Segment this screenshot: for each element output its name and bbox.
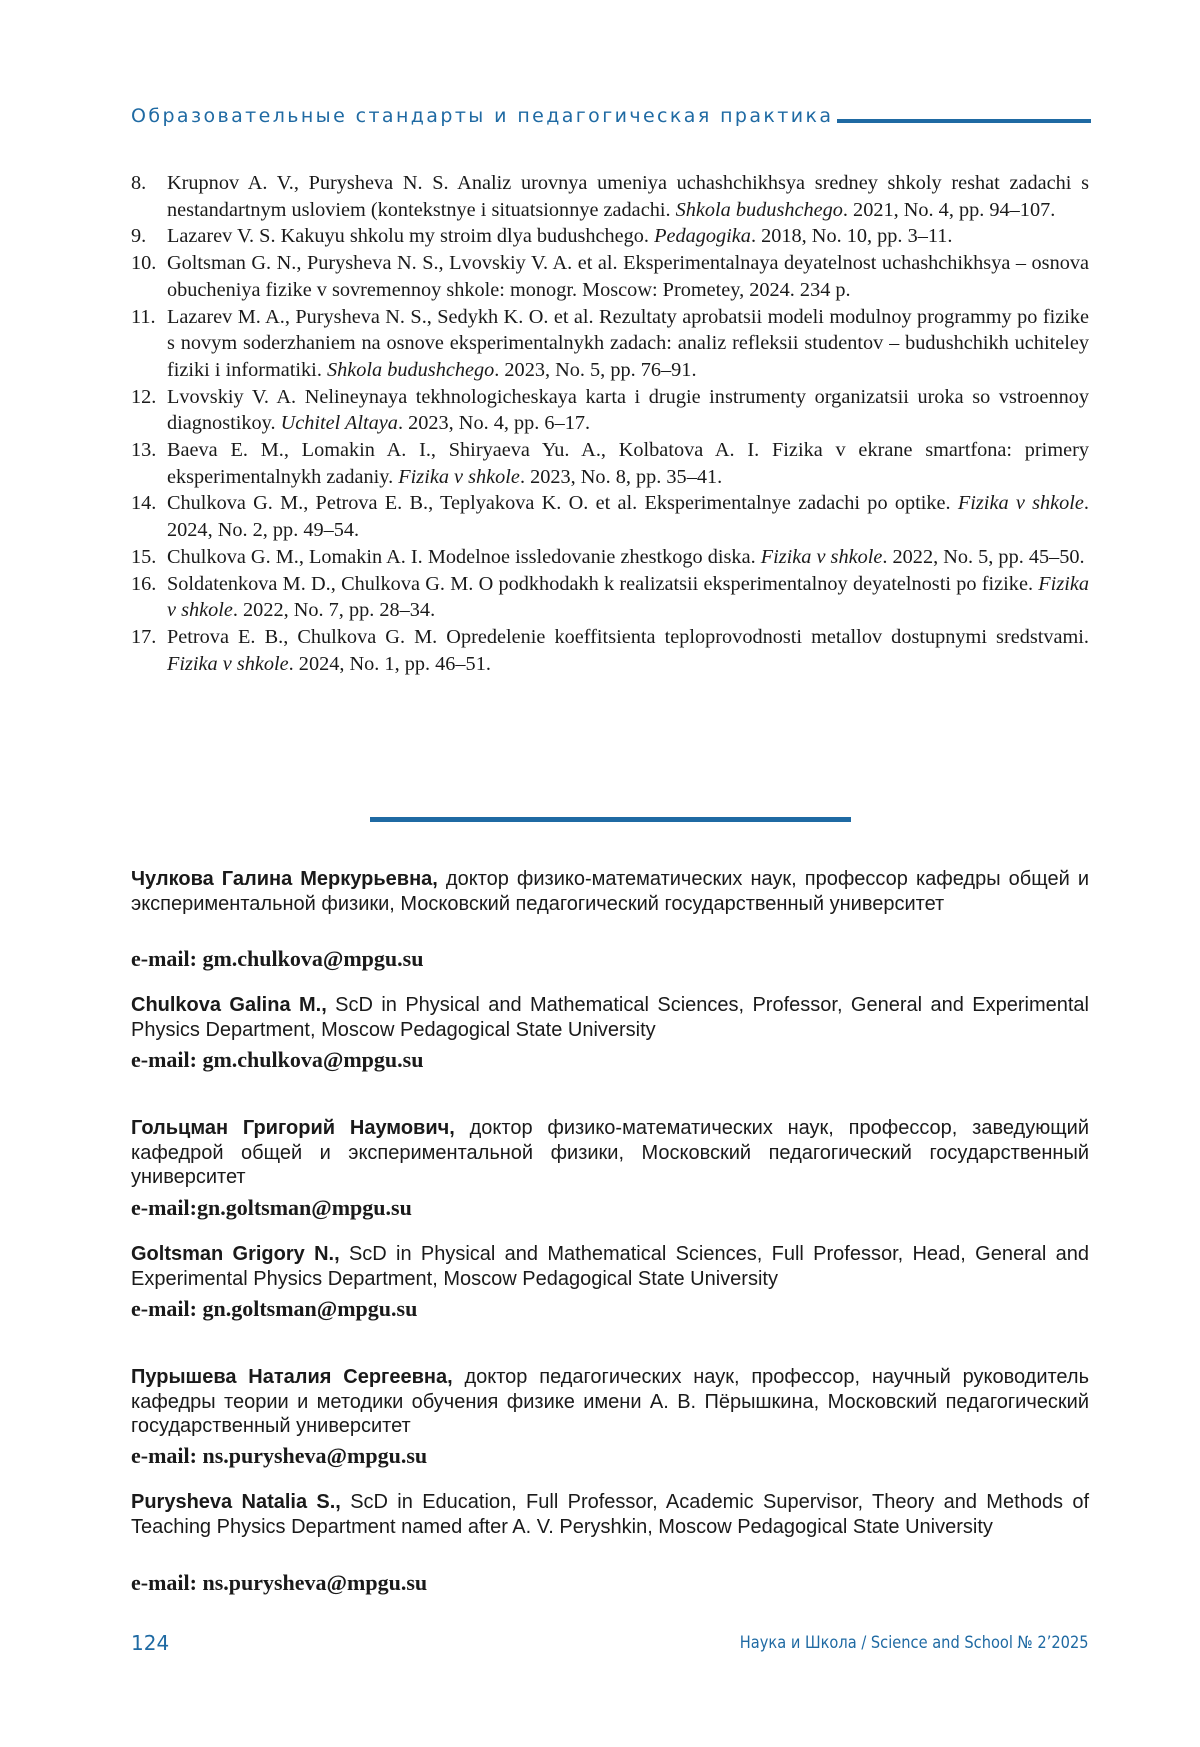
reference-number: 9. <box>131 225 147 248</box>
author-info-en <box>131 1490 1089 1539</box>
reference-item <box>131 490 1089 543</box>
reference-text: Chulkova G. M., Petrova E. B., Teplyakova K. O. et al. Eksperimentalnye zadachi po optike. <box>167 492 958 515</box>
author-info-ru <box>131 1116 1089 1190</box>
author-description: ScD in Education, Full Professor, Academic Supervisor, Theory and Methods of Teaching Physics Department named after A. V. Peryshkin, Moscow Pedagogical State University <box>131 1491 1090 1538</box>
reference-journal: Fizika v shkole <box>398 465 520 488</box>
author-info-en <box>131 1242 1089 1291</box>
reference-text: Lazarev M. A., Purysheva N. S., Sedykh K. O. et al. Rezultaty aprobatsii modeli modulnoy programmy po fizike s novym soderzhaniem na osnove eksperimentalnykh zadach: analiz refleksii studentov – budushchikh uchiteley fiziki i informatiki. <box>167 305 1089 381</box>
author-description: доктор физико-математических наук, профессор, заведующий кафедрой общей и экспериментальной физики, Московский педагогический государственный университет <box>131 1117 1089 1188</box>
reference-item <box>131 624 1089 677</box>
reference-journal: Fizika v shkole <box>167 572 1089 622</box>
reference-details: . 2021, No. 4, pp. 94–107. <box>842 198 1056 221</box>
reference-number: 16. <box>131 572 157 595</box>
page-number: 124 <box>131 1631 170 1655</box>
reference-text: Lvovskiy V. A. Nelineynaya tekhnologicheskaya karta i drugie instrumenty organizatsii uroka so vstroennoy diagnostikoy. <box>167 385 1089 435</box>
author-description: доктор педагогических наук, профессор, научный руководитель кафедры теории и методики обучения физике имени А. В. Пёрышкина, Московский педагогический государственный университет <box>131 1366 1089 1437</box>
author-info-ru <box>131 867 1089 916</box>
reference-text: Lazarev V. S. Kakuyu shkolu my stroim dlya budushchego. <box>167 225 655 248</box>
reference-number: 11. <box>131 305 156 328</box>
section-title: Образовательные стандарты и педагогическая практика <box>131 105 834 127</box>
reference-text: Chulkova G. M., Lomakin A. I. Modelnoe issledovanie zhestkogo diska. <box>167 545 761 568</box>
author-name: Goltsman Grigory N., <box>131 1243 340 1265</box>
author-info-en <box>131 993 1089 1042</box>
author-name: Purysheva Natalia S., <box>131 1491 341 1513</box>
reference-number: 14. <box>131 492 157 515</box>
header-rule <box>837 119 1091 123</box>
author-name: Пурышева Наталия Сергеевна, <box>131 1366 453 1388</box>
reference-text: Baeva E. M., Lomakin A. I., Shiryaeva Yu. A., Kolbatova A. I. Fizika v ekrane smartfona: primery eksperimentalnykh zadaniy. <box>167 439 1089 488</box>
journal-footer: Наука и Школа / Science and School № 2’2025 <box>740 1633 1089 1653</box>
reference-journal: Shkola budushchego <box>675 198 843 221</box>
reference-text: Petrova E. B., Chulkova G. M. Opredelenie koeffitsienta teploprovodnosti metallov dostupnymi sredstvami. <box>167 625 1089 648</box>
reference-details: . 2024, No. 2, pp. 49–54. <box>167 492 1089 542</box>
reference-item <box>131 304 1089 384</box>
author-name: Chulkova Galina M., <box>131 994 327 1016</box>
author-name: Гольцман Григорий Наумович, <box>131 1117 455 1139</box>
author-description: доктор физико-математических наук, профессор кафедры общей и экспериментальной физики, Московский педагогический государственный университет <box>131 868 1089 915</box>
reference-journal: Fizika v shkole <box>760 545 883 568</box>
reference-journal: Pedagogika <box>654 225 751 248</box>
running-header <box>131 103 1091 127</box>
author-email: e-mail: gm.chulkova@mpgu.su <box>131 946 424 971</box>
section-divider <box>370 817 851 822</box>
reference-item <box>131 437 1089 490</box>
author-name: Чулкова Галина Меркурьевна, <box>131 868 438 890</box>
author-email: e-mail: ns.purysheva@mpgu.su <box>131 1443 428 1468</box>
reference-number: 10. <box>131 252 157 275</box>
reference-item <box>131 571 1089 624</box>
reference-details: . 2023, No. 4, pp. 6–17. <box>397 412 591 435</box>
author-email: e-mail: gm.chulkova@mpgu.su <box>131 1047 424 1072</box>
reference-item <box>131 544 1089 571</box>
reference-number: 8. <box>131 172 147 194</box>
reference-number: 15. <box>131 545 157 568</box>
author-info-ru <box>131 1365 1089 1439</box>
reference-item <box>131 250 1089 303</box>
reference-list <box>131 170 1089 677</box>
reference-journal: Uchitel Altaya <box>280 412 398 435</box>
reference-details: . 2022, No. 7, pp. 28–34. <box>232 599 436 622</box>
reference-details: . 2024, No. 1, pp. 46–51. <box>288 652 491 675</box>
reference-number: 17. <box>131 625 157 648</box>
reference-number: 13. <box>131 439 157 462</box>
author-description: ScD in Physical and Mathematical Sciences, Professor, General and Experimental Physics Department, Moscow Pedagogical State University <box>131 994 1089 1041</box>
reference-journal: Fizika v shkole <box>167 652 289 675</box>
author-email: e-mail: ns.purysheva@mpgu.su <box>131 1570 428 1595</box>
author-description: ScD in Physical and Mathematical Sciences, Full Professor, Head, General and Experimental Physics Department, Moscow Pedagogical State University <box>131 1243 1089 1290</box>
reference-item <box>131 170 1089 223</box>
reference-text: Krupnov A. V., Purysheva N. S. Analiz urovnya umeniya uchashchikhsya sredney shkoly reshat zadachi s nestandartnym usloviem (kontekstnye i situatsionnye zadachi. <box>167 172 1089 221</box>
reference-text: Soldatenkova M. D., Chulkova G. M. O podkhodakh k realizatsii eksperimentalnoy deyatelnosti po fizike. <box>167 572 1039 595</box>
reference-details: . 2022, No. 5, pp. 45–50. <box>882 545 1085 568</box>
reference-journal: Shkola budushchego <box>326 358 495 381</box>
reference-number: 12. <box>131 385 157 408</box>
reference-details: . 2023, No. 5, pp. 76–91. <box>494 358 697 381</box>
reference-journal: Fizika v shkole <box>957 492 1084 515</box>
reference-item <box>131 384 1089 437</box>
reference-text: Goltsman G. N., Purysheva N. S., Lvovskiy V. A. et al. Eksperimentalnaya deyatelnost uchashchikhsya – osnova obucheniya fizike v sovremennoy shkole: monogr. Moscow: Prometey, 2024. 234 p. <box>167 252 1089 301</box>
author-email: e-mail: gn.goltsman@mpgu.su <box>131 1296 418 1321</box>
reference-details: . 2018, No. 10, pp. 3–11. <box>750 225 953 248</box>
author-email: e-mail:gn.goltsman@mpgu.su <box>131 1195 412 1220</box>
reference-details: . 2023, No. 8, pp. 35–41. <box>519 465 723 488</box>
reference-item <box>131 223 1089 250</box>
